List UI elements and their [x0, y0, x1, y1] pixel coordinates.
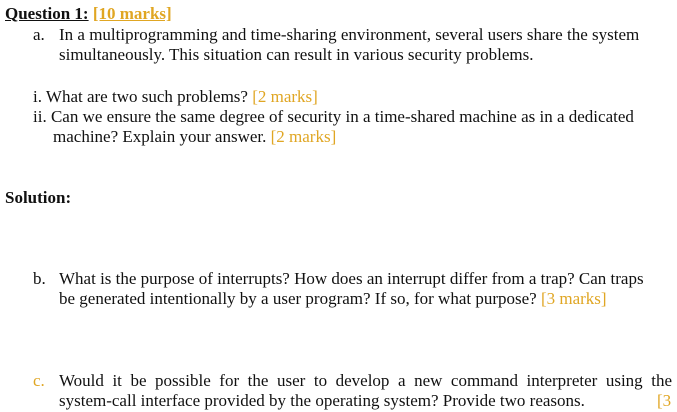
part-c-text: system-call interface provided by the operating system? Provide two reasons. [59, 391, 585, 410]
question-marks: [10 marks] [92, 4, 172, 23]
part-b-line2 [59, 288, 607, 309]
sub-question-i [33, 86, 318, 107]
part-c-label: c. [33, 371, 45, 390]
sub-question-ii-line2 [53, 126, 336, 147]
part-b-label: b. [33, 269, 46, 288]
sub-question-i-text: i. What are two such problems? [33, 87, 248, 106]
part-b-line1: What is the purpose of interrupts? How does an interrupt differ from a trap? Can traps [59, 269, 644, 288]
part-c-marks: [3 [657, 391, 672, 410]
part-a-line1: In a multiprogramming and time-sharing environment, several users share the system [59, 25, 640, 44]
question-title: Question 1: [5, 4, 89, 23]
question-heading [5, 3, 172, 24]
part-a-label: a. [33, 25, 45, 44]
sub-question-i-marks: [2 marks] [252, 87, 318, 106]
sub-question-ii-line1: ii. Can we ensure the same degree of security in a time-shared machine as in a dedicated [33, 107, 634, 126]
part-a-line2: simultaneously. This situation can result in various security problems. [59, 45, 534, 64]
sub-question-ii-text: machine? Explain your answer. [53, 127, 267, 146]
part-b-text: be generated intentionally by a user program? If so, for what purpose? [59, 289, 537, 308]
sub-question-ii-marks: [2 marks] [270, 127, 337, 146]
solution-heading: Solution: [5, 188, 72, 207]
part-c-line2 [59, 390, 585, 411]
part-b-marks: [3 marks] [540, 289, 607, 308]
part-c-line1: Would it be possible for the user to develop a new command interpreter using the [59, 371, 672, 390]
